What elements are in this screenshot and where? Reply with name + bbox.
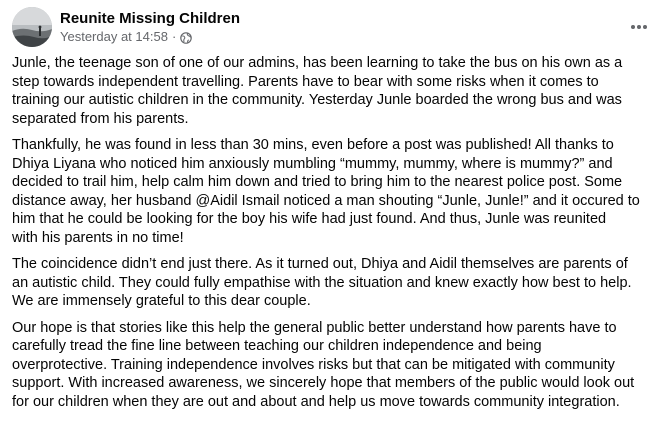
post-paragraph: Junle, the teenage son of one of our admins, has been learning to take the bus on his own as a step towards independent travelling. Parents have to bear with some risks when it comes to training our autistic children in the community. Yesterday Junle boarded the wrong bus and was separated from his parents.	[12, 55, 623, 127]
post-paragraph: Thankfully, he was found in less than 30 mins, even before a post was published! All thanks to Dhiya Liyana who noticed him anxiously mumbling “mummy, mummy, where is mummy?” and decided to trail him, help calm him down and tried to bring him to the nearest police post. Some distance away, her husband @Aidil Ismail noticed a man shouting “Junle, Junle!” and it occured to him that he could be looking for the boy his wife had just found. And thus, Junle was reunited with his parents in no time!	[12, 137, 640, 246]
avatar-image	[12, 7, 52, 47]
globe-icon[interactable]	[180, 31, 192, 43]
meta-separator: ·	[171, 29, 177, 44]
more-options-button[interactable]	[621, 12, 657, 40]
author-name[interactable]: Reunite Missing Children	[60, 10, 241, 27]
post-paragraph: The coincidence didn’t end just there. As it turned out, Dhiya and Aidil themselves are parents of an autistic child. They could fully empathise with the situation and knew exactly how best to help. We are immensely grateful to this dear couple.	[12, 256, 632, 309]
page-avatar[interactable]	[12, 7, 52, 47]
post-subline	[60, 28, 240, 45]
post-header	[12, 6, 240, 48]
post-body	[12, 54, 662, 419]
post-paragraph: Our hope is that stories like this help the general public better understand how parents have to carefully tread the fine line between teaching our children independence and being overprotective. Training independence involves risks but that can be mitigated with community support. With increased awareness, we sincerely hope that members of the public would look out for our children when they are out and about and help us move towards community integration.	[12, 319, 635, 410]
post-meta	[60, 9, 240, 45]
ellipsis-icon	[630, 17, 648, 35]
post-timestamp[interactable]: Yesterday at 14:58	[60, 29, 168, 44]
